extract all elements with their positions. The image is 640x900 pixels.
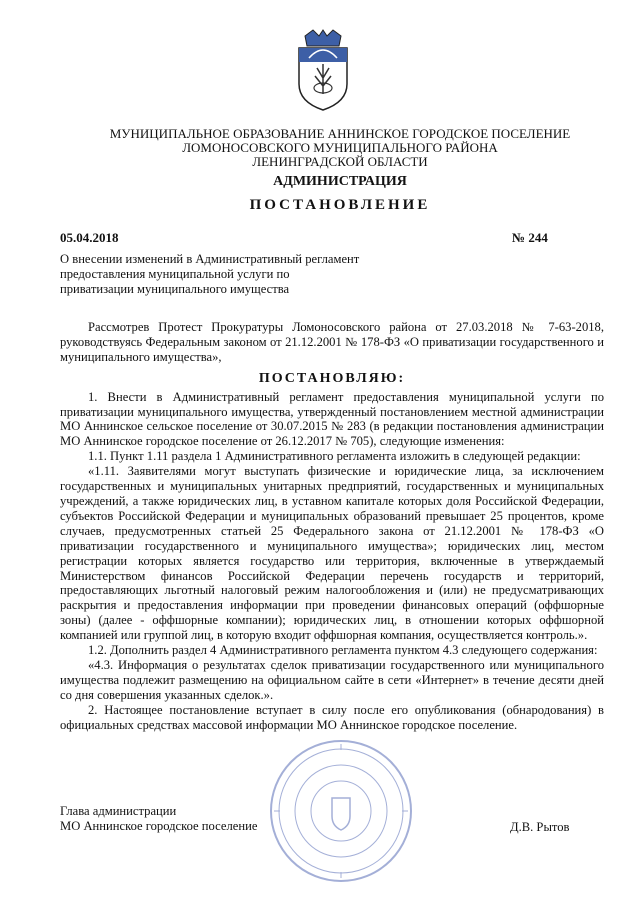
signature-title: Глава администрации (60, 804, 177, 818)
decree-subject: О внесении изменений в Административный регламент предоставления муниципальной услуги по приватизации муниципального имущества (60, 252, 360, 296)
preamble: Рассмотрев Протест Прокуратуры Ломоносовского района от 27.03.2018 № 7-63-2018, руководствуясь Федеральным законом от 21.12.2001 № 178-ФЗ «О приватизации государственного и муниципального имущества», (60, 320, 604, 364)
resolve-heading: ПОСТАНОВЛЯЮ: (258, 370, 406, 386)
item-1-2: 1.2. Дополнить раздел 4 Административного регламента пунктом 4.3 следующего содержания: (88, 643, 598, 658)
decree-date: 05.04.2018 (60, 230, 119, 245)
item-1-2-text: «4.3. Информация о результатах сделок приватизации государственного или муниципального имущества подлежит размещению на официальном сайте в сети «Интернет» в течение десяти дней со дня совершения указанных сделок.». (60, 657, 604, 702)
org-name-line3: ЛЕНИНГРАДСКОЙ ОБЛАСТИ (252, 154, 428, 169)
item-1: 1. Внести в Административный регламент предоставления муниципальной услуги по приватизации муниципального имущества, утвержденный постановлением местной администрации МО Аннинское сельское поселение от 30.07.2015 № 283 (в редакции постановления администрации МО Аннинское городское поселение от 26.12.2017 № 705), следующие изменения: (60, 389, 604, 449)
org-name-line2: ЛОМОНОСОВСКОГО МУНИЦИПАЛЬНОГО РАЙОНА (182, 140, 498, 155)
decree-title: ПОСТАНОВЛЕНИЕ (249, 197, 431, 213)
municipal-coat-of-arms-icon (295, 28, 351, 112)
decree-number: № 244 (512, 230, 548, 245)
official-seal-icon (266, 736, 416, 886)
item-1-1-text: «1.11. Заявителями могут выступать физические и юридические лица, за исключением государственных и муниципальных унитарных предприятий, государственных и муниципальных учреждений, а также юридических лиц, в уставном капитале которых доля Российской Федерации, субъектов Российской Федерации и муниципальных образований превышает 25 процентов, кроме случаев, предусмотренных статьей 25 Федерального закона от 21.12.2001 № 178-ФЗ «О приватизации государственного и муниципального имущества»; юридических лиц, местом регистрации которых является государство или территория, включенные в утверждаемый Министерством финансов Российской Федерации перечень государств и территорий, предоставляющих льготный налоговый режим налогообложения и (или) не предусматривающих раскрытия и предоставления информации при проведении финансовых операций (оффшорные зоны) (далее - оффшорные компании); юридических лиц, в отношении которых оффшорной компанией или группой лиц, в которую входит оффшорная компания, осуществляется контроль.». (60, 464, 604, 643)
administration-heading: АДМИНИСТРАЦИЯ (273, 174, 407, 189)
decree-body (60, 320, 604, 732)
item-2: 2. Настоящее постановление вступает в силу после его опубликования (обнародования) в официальных средствах массовой информации МО Аннинское городское поселение. (60, 702, 604, 732)
signatory-name: Д.В. Рытов (510, 820, 570, 834)
signature-block (60, 804, 257, 834)
signature-org: МО Аннинское городское поселение (60, 819, 258, 833)
org-name-line1: МУНИЦИПАЛЬНОЕ ОБРАЗОВАНИЕ АННИНСКОЕ ГОРОДСКОЕ ПОСЕЛЕНИЕ (109, 126, 571, 141)
item-1-1: 1.1. Пункт 1.11 раздела 1 Административного регламента изложить в следующей редакции: (88, 449, 581, 464)
